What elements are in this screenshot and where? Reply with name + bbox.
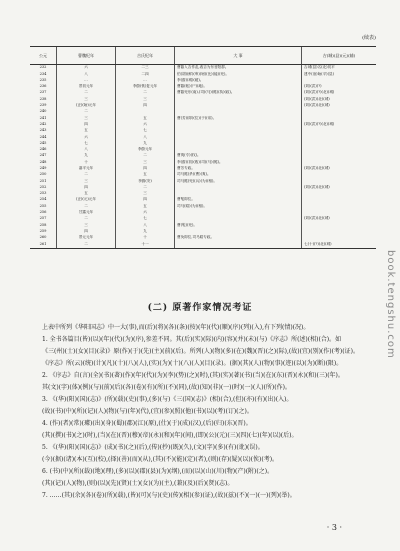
table-cell: 235 (39, 77, 47, 82)
table-cell: 八 (57, 71, 116, 77)
table-cell: 十 (116, 235, 175, 241)
body-text (30, 322, 374, 502)
table-cell: 四 (116, 103, 175, 109)
table-cell: 六 (116, 122, 175, 128)
table-cell: 247 (39, 153, 47, 158)
table-cell: 李蔚(恢)复元年 (116, 84, 175, 90)
table-cell: 257 (39, 216, 47, 221)
table-cell: 二 (116, 153, 175, 159)
table-cell: 曹奂即位,司马昭专政。 (175, 235, 302, 241)
table-cell: 五 (57, 128, 116, 134)
table-cell: 九 (57, 153, 116, 159)
table-cell: 二 (116, 185, 175, 191)
table-cell: 241 (39, 115, 47, 120)
table-cell: (刘)(武)(北)(城) (302, 216, 377, 222)
table-cell: 五 (116, 204, 175, 210)
table-cell: 七 (116, 216, 175, 222)
table-cell: 司马懿(死)(兵)(为)(相)。 (175, 178, 302, 184)
table-cell: 嘉平元年 (57, 166, 116, 172)
table-cell: 二 (57, 172, 116, 178)
page-number: · 3 · (326, 523, 342, 532)
table-cell: (刘)(武)(北)(城) (302, 96, 377, 102)
paragraph-line: 5. 《(华)(阳)(国)(志)》(成)(书)(之)(后),(传)(抄)(既)(久),(文)(字)(多)(有)(讹)(误)。 (42, 444, 264, 451)
table-cell: 七 (57, 141, 116, 147)
table-cell: 七 (116, 128, 175, 134)
table-cell: 十一 (116, 241, 175, 248)
table-cell: 251 (39, 178, 47, 183)
table-cell: 八 (57, 147, 116, 153)
table-cell: 曹爽(专)(权)。 (175, 153, 302, 159)
paragraph-line: 3. 《(华)(阳)(国)(志)》(所)(载)(史)(事),(多)(与)《三(国)(志)》(相)(合),(但)(亦)(有)(出)(入)。 (42, 396, 293, 403)
table-row (30, 65, 376, 72)
table-cell: 十 (57, 159, 116, 165)
paragraph-line: (故)(书)(中)(所)(记)(人)(物)(与)(年)(代),(宜)(参)(照)(他)(书)(以)(考)(订)(之)。 (42, 408, 253, 415)
watermark: book.tengshu.com (385, 250, 396, 359)
table-row (30, 241, 376, 248)
table-cell: 243 (39, 128, 47, 133)
table-cell: 伯(胡)(鲜)(卑)(轲)(比)(能)(死)。 (175, 71, 302, 77)
table-cell: 二 (57, 204, 116, 210)
table-cell: 二 (57, 109, 116, 115)
table-cell: 曹(芳)(即)(位)(于)(帝)。 (175, 115, 302, 121)
table-cell: 李蔚元年 (116, 147, 175, 153)
table-cell: 五 (116, 172, 175, 178)
table-cell: 八 (116, 134, 175, 140)
table-cell: 四 (57, 185, 116, 191)
table-cell: 曹芳专政。 (175, 166, 302, 172)
table-cell: 234 (39, 71, 47, 76)
header-notes: 吉(城)(县)(元)(辅) (302, 47, 377, 65)
table-cell: 司马懿(杀)(曹)(爽)。 (175, 172, 302, 178)
paragraph-line: 2. 《序志》自(言)(全)(书)(著)(作)(年)(代)(为)(李)(势)(之)(时),(其)(实)(著)(书)(当)(在)(东)(晋)(永)(和)(三)(年)。 (42, 372, 344, 379)
header-events: 大 事 (175, 47, 302, 65)
table-cell: 252 (39, 184, 47, 189)
table-body (30, 65, 376, 249)
table-cell: 四 (57, 229, 116, 235)
table-cell: 八 (116, 222, 175, 228)
table-cell: 甘露元年 (57, 210, 116, 216)
table-cell: 250 (39, 172, 47, 177)
table-cell: 二 (57, 90, 116, 96)
paragraph-line: 7. ……(其)(余)(各)(卷)(所)(载),(皆)(可)(与)(史)(传)(相)(参)(证),(故)(兹)(不)(一)(一)(列)(举)。 (42, 492, 296, 499)
paragraph-line: (今)(据)(诸)(本)(互)(校),(择)(善)(而)(从),(其)(不)(能)(定)(者),(则)(存)(疑)(以)(俟)(考)。 (42, 456, 279, 463)
table-cell: 建中(治)始(平)(县) (302, 71, 377, 77)
table-cell: 六 (116, 210, 175, 216)
table-cell: 258 (39, 222, 47, 227)
table-cell: 261 (30, 241, 57, 248)
table-cell: 256 (39, 210, 47, 215)
table-cell: 260 (39, 235, 47, 240)
table-cell: (刘)(武)(北)(城) (302, 103, 377, 109)
table-cell: 二三 (116, 65, 175, 72)
paragraph-line: (其)(撰)(书)(之)(时),(当)(在)(晋)(穆)(帝)(永)(和)(年)(间),(即)(公)(元)(三)(四)(七)(年)(以)(后)。 (42, 432, 298, 439)
table-cell: ... (57, 78, 116, 84)
table-cell: 245 (39, 140, 47, 145)
table-cell (175, 241, 302, 248)
table-cell: 三 (57, 96, 116, 102)
table-header-row (30, 47, 376, 65)
table-cell: 254 (39, 197, 47, 202)
table-cell: 253 (39, 191, 47, 196)
table-cell: 239 (39, 103, 47, 108)
table-cell: 六 (57, 134, 116, 140)
table-cell: 二 (57, 216, 116, 222)
table-cell: (刘)(武)(北)(城) (302, 166, 377, 172)
table-cell: 李蔚(安) (116, 178, 175, 184)
table-cell: 九 (116, 141, 175, 147)
table-cell: 238 (39, 96, 47, 101)
table-cell: 景元元年 (57, 235, 116, 241)
section-title: (二) 原著作家情况考证 (147, 303, 253, 313)
table-cell: 三 (116, 159, 175, 165)
table-cell: (刘)(武)(?) (302, 84, 377, 90)
table-cell: 曹叡入吉作乱,改吉为东晋阳郡。 (175, 65, 302, 72)
table-cell: 240 (39, 109, 47, 114)
table-cell: 259 (39, 228, 47, 233)
table-cell: (正)(元)元年 (57, 197, 116, 203)
table-cell: 九 (116, 229, 175, 235)
paragraph-line: (其)(记)(人)(物),(则)(以)(先)(贤)(士)(女)(为)(主),(兼)(及)(后)(贤)(志)。 (42, 480, 234, 487)
table-cell: 244 (39, 134, 47, 139)
table-cell: 三 (116, 96, 175, 102)
table-cell: 三 (116, 191, 175, 197)
header-ji-era: 吉氏纪年 (116, 47, 175, 65)
table-cell: 255 (39, 203, 47, 208)
table-cell: 249 (39, 166, 47, 170)
table-cell: 二 (57, 241, 116, 248)
table-cell: 七(十)(?)(北)(城) (302, 241, 377, 248)
paragraph-line: 上表中所列《华阳国志》中一大(事),而(后)(将)(各)(条)(按)(年)(代)(顺)(序)(列)(入),有下列(情)(况)。 (42, 324, 310, 331)
table-cell: 四 (116, 197, 175, 203)
table-cell: 242 (39, 121, 47, 126)
paragraph-line: 《三(州)(士)(女)(目)(录)》原(作)(于)(先)(主)(前)(后)。所列(人)(物)(多)(在)(魏)(晋)(之)(际),(故)(宜)(别)(作)(考)(证)。 (42, 348, 359, 355)
table-cell: 248 (39, 159, 47, 164)
table-cell: 237 (39, 90, 47, 95)
paragraph-line: 1. 全书各篇目(皆)(以)(年)(代)(为)(序),参差不同。其(后)(实)(际)(内)(容)(并)(未)(与)《序志》所(述)(相)(合)。如 (42, 336, 342, 343)
table-cell: 五 (57, 191, 116, 197)
chronology-table (30, 46, 376, 249)
table-cell: 曹叡(帐)(尸)(地)。 (175, 84, 302, 90)
table-cell: ... (116, 78, 175, 84)
table-cell: 李(蔚)(城)(破)。 (175, 78, 302, 84)
table-cell: 景初元年 (57, 84, 116, 90)
table-cell: 三 (57, 222, 116, 228)
continued-label: (续表) (362, 35, 376, 41)
table-cell: 曹叡死东(南),(司)(马)(懿)(执)(政)。 (175, 90, 302, 96)
table-cell: 232 (39, 65, 47, 70)
table-cell: 三 (57, 115, 116, 121)
table-cell: 246 (39, 147, 47, 152)
table-cell: 三 (57, 178, 116, 184)
table-cell: 吉城(县)名(北)初平 (302, 65, 377, 72)
table-cell: 四 (57, 122, 116, 128)
header-wei-era: 曹魏纪年 (57, 47, 116, 65)
table-cell: (正)(始)元年 (57, 103, 116, 109)
paragraph-line: 其(文)(字)(体)(例)(与)(前)(后)(各)(卷)(有)(所)(不)(同),(故)(知)(非)(一)(时)(一)(人)(所)(作)。 (42, 384, 291, 391)
table-cell: (刘)(武)(?)(北)(城) (302, 90, 377, 96)
paragraph-line: 6. (书)(中)(所)(载)(地)(理),(多)(以)(郡)(县)(为)(纲),(而)(以)(山)(川)(物)(产)(附)(之)。 (42, 468, 274, 475)
table-cell: 曹(髦)(死)。 (175, 222, 302, 228)
paragraph-line: 《序志》所(云)(统)(计)(凡)(十)(八)(人),(实)(为)(十)(八)(人)(目)(录)。(据)(其)(人)(物)(事)(迹)(以)(为)(断)(限)。 (42, 360, 343, 367)
paragraph-line: 4. (作)(者)(常)(璩)(出)(身)(蜀)(郡)(江)(原),(仕)(于)(成)(汉),(后)(归)(东)(晋)。 (42, 420, 252, 427)
header-year-ad: 公元 (30, 47, 57, 65)
table-cell: 李(蔚)(初)(败)(司)(马)(懿)。 (175, 159, 302, 165)
table-cell: 二四 (116, 71, 175, 77)
table-cell: 曹髦即位。 (175, 197, 302, 203)
table-cell: (刘)(武)(北)(城) (302, 185, 377, 191)
table-cell: 二 (116, 90, 175, 96)
table-cell: 236 (39, 84, 47, 89)
table-cell: 司马(昭)(为)(相)。 (175, 204, 302, 210)
table-cell: 四 (116, 166, 175, 172)
table-cell: (刘)(武)(?)(北)(城) (302, 122, 377, 128)
table-cell: 六 (57, 65, 116, 72)
table-cell: 五 (116, 115, 175, 121)
